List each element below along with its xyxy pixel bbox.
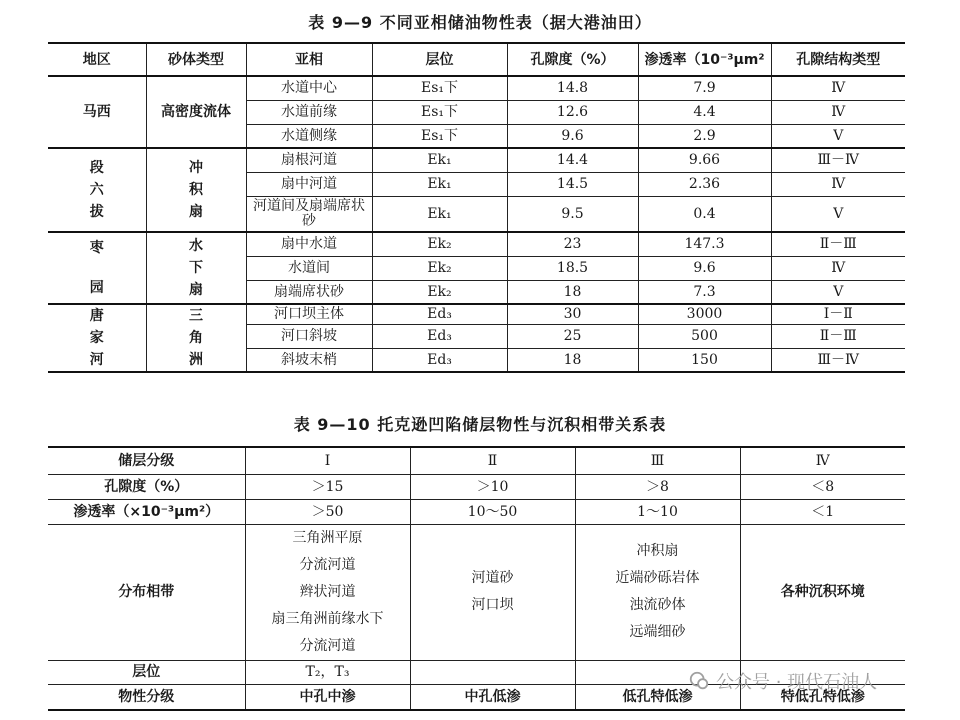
pore-structure-cell: Ⅲ－Ⅳ [771, 348, 905, 372]
region-cell [48, 232, 146, 304]
porosity-cell: 9.5 [507, 196, 638, 232]
facies-cell [245, 524, 410, 660]
facies-row [48, 524, 905, 660]
permeability-cell: 147.3 [638, 232, 771, 256]
list-item: 河口坝 [471, 597, 514, 613]
porosity-cell: 14.8 [507, 76, 638, 100]
table1 [48, 42, 905, 373]
subfacies-cell: 扇中河道 [246, 172, 372, 196]
permeability-cell: 4.4 [638, 100, 771, 124]
table-row [48, 76, 905, 100]
subfacies-cell: 水道前缘 [246, 100, 372, 124]
property-cell: 中孔中渗 [245, 684, 410, 710]
permeability-cell: 150 [638, 348, 771, 372]
header-permeability: 渗透率（10⁻³μm² [638, 43, 771, 76]
table1-title: 表 9—9 不同亚相储油物性表（据大港油田） [308, 13, 652, 32]
grade-cell: Ⅰ [245, 447, 410, 474]
layer-cell [410, 660, 575, 684]
layer-cell: Ek₁ [372, 172, 507, 196]
list-item: 三角洲平原 [292, 529, 363, 546]
subfacies-cell: 扇根河道 [246, 148, 372, 172]
vertical-text [149, 235, 244, 301]
subfacies-cell: 水道侧缘 [246, 124, 372, 148]
porosity-cell: 18 [507, 280, 638, 304]
layer-cell: Ek₁ [372, 196, 507, 232]
pore-structure-cell: Ⅰ－Ⅱ [771, 304, 905, 324]
vertical-char: 园 [89, 280, 104, 296]
region-cell [48, 148, 146, 232]
porosity-cell: 14.4 [507, 148, 638, 172]
pore-structure-cell: Ⅲ－Ⅳ [771, 148, 905, 172]
permeability-cell: 7.9 [638, 76, 771, 100]
vertical-char: 唐 [89, 308, 104, 324]
table2-title: 表 9—10 托克逊凹陷储层物性与沉积相带关系表 [293, 415, 667, 434]
header-subfacies: 亚相 [246, 43, 372, 76]
porosity-cell: ＜8 [740, 474, 905, 499]
layer-cell: Es₁下 [372, 100, 507, 124]
porosity-cell: ＞10 [410, 474, 575, 499]
vertical-text [50, 157, 144, 223]
pore-structure-cell: Ⅳ [771, 172, 905, 196]
permeability-cell: ＞50 [245, 499, 410, 524]
permeability-cell: 500 [638, 324, 771, 348]
subfacies-cell: 水道间 [246, 256, 372, 280]
facies-label: 分布相带 [48, 524, 245, 660]
property-cell: 中孔低渗 [410, 684, 575, 710]
wechat-icon [688, 670, 710, 692]
subfacies-cell: 河口坝主体 [246, 304, 372, 324]
facies-cell [740, 524, 905, 660]
layer-cell: T₂，T₃ [245, 660, 410, 684]
watermark-text: 公众号 · 现代石油人 [716, 672, 878, 693]
sand-type-cell [146, 304, 246, 372]
layer-cell: Es₁下 [372, 124, 507, 148]
property-label: 物性分级 [48, 684, 245, 710]
region-cell: 马西 [48, 76, 146, 148]
list-item: 各种沉积环境 [780, 583, 865, 600]
permeability-cell: ＜1 [740, 499, 905, 524]
watermark [688, 668, 877, 694]
list-item: 分流河道 [299, 637, 356, 654]
permeability-cell: 1～10 [575, 499, 740, 524]
permeability-cell: 7.3 [638, 280, 771, 304]
list-item: 远端细砂 [629, 624, 686, 640]
property-cell: 低孔特低渗 [575, 684, 740, 710]
header-pore-structure: 孔隙结构类型 [771, 43, 905, 76]
subfacies-cell: 扇端席状砂 [246, 280, 372, 304]
layer-cell: Ed₃ [372, 348, 507, 372]
vertical-char: 洲 [189, 352, 203, 368]
porosity-label: 孔隙度（%） [48, 474, 245, 499]
porosity-cell: 23 [507, 232, 638, 256]
table-row [48, 304, 905, 324]
porosity-cell: 30 [507, 304, 638, 324]
vertical-char: 角 [189, 330, 203, 346]
subfacies-cell: 扇中水道 [246, 232, 372, 256]
sand-type-cell: 高密度流体 [146, 76, 246, 148]
pore-structure-cell: Ⅴ [771, 280, 905, 304]
pore-structure-cell: Ⅱ－Ⅲ [771, 232, 905, 256]
table-row [48, 148, 905, 172]
layer-label: 层位 [48, 660, 245, 684]
vertical-text [50, 237, 144, 299]
porosity-cell: 18.5 [507, 256, 638, 280]
vertical-char: 枣 [89, 240, 104, 256]
property-cell: 特低孔特低渗 [740, 684, 905, 710]
permeability-cell: 0.4 [638, 196, 771, 232]
layer-cell: Ed₃ [372, 324, 507, 348]
pore-structure-cell: Ⅱ－Ⅲ [771, 324, 905, 348]
header-region: 地区 [48, 43, 146, 76]
permeability-cell: 10～50 [410, 499, 575, 524]
vertical-text [149, 157, 244, 223]
permeability-cell: 9.66 [638, 148, 771, 172]
grade-cell: Ⅲ [575, 447, 740, 474]
pore-structure-cell: Ⅳ [771, 256, 905, 280]
porosity-cell: ＞8 [575, 474, 740, 499]
porosity-cell: 12.6 [507, 100, 638, 124]
layer-cell: Ek₂ [372, 280, 507, 304]
vertical-char: 家 [89, 330, 104, 346]
pore-structure-cell: Ⅴ [771, 124, 905, 148]
vertical-char: 三 [189, 308, 203, 324]
grades-row [48, 447, 905, 474]
region-cell [48, 304, 146, 372]
layer-cell: Ek₂ [372, 256, 507, 280]
permeability-row [48, 499, 905, 524]
permeability-label: 渗透率（×10⁻³μm²） [48, 499, 245, 524]
porosity-cell: 9.6 [507, 124, 638, 148]
list-item: 浊流砂体 [629, 597, 686, 613]
vertical-char: 拔 [89, 204, 104, 220]
permeability-cell: 9.6 [638, 256, 771, 280]
permeability-cell: 2.9 [638, 124, 771, 148]
list-item: 冲积扇 [636, 543, 679, 559]
pore-structure-cell: Ⅳ [771, 100, 905, 124]
sand-type-cell [146, 148, 246, 232]
pore-structure-cell: Ⅴ [771, 196, 905, 232]
list-item: 河道砂 [471, 570, 514, 586]
vertical-char: 扇 [189, 204, 203, 220]
vertical-char: 下 [189, 260, 203, 276]
layer-cell: Ek₁ [372, 148, 507, 172]
porosity-row [48, 474, 905, 499]
header-sand-type: 砂体类型 [146, 43, 246, 76]
porosity-cell: 18 [507, 348, 638, 372]
grades-label: 储层分级 [48, 447, 245, 474]
porosity-cell: 14.5 [507, 172, 638, 196]
vertical-text [149, 305, 244, 371]
header-layer: 层位 [372, 43, 507, 76]
facies-cell [575, 524, 740, 660]
layer-cell: Ed₃ [372, 304, 507, 324]
table1-header-row [48, 43, 905, 76]
list-item: 近端砂砾岩体 [615, 570, 700, 586]
porosity-cell: ＞15 [245, 474, 410, 499]
list-item: 分流河道 [299, 556, 356, 573]
porosity-cell: 25 [507, 324, 638, 348]
header-porosity: 孔隙度（%） [507, 43, 638, 76]
layer-cell: Ek₂ [372, 232, 507, 256]
subfacies-cell: 斜坡末梢 [246, 348, 372, 372]
vertical-char: 冲 [189, 160, 203, 176]
grade-cell: Ⅳ [740, 447, 905, 474]
list-item: 扇三角洲前缘水下 [271, 610, 384, 627]
subfacies-cell: 水道中心 [246, 76, 372, 100]
vertical-char: 积 [189, 182, 203, 198]
grade-cell: Ⅱ [410, 447, 575, 474]
vertical-char: 水 [189, 238, 203, 254]
facies-cell [410, 524, 575, 660]
sand-type-cell [146, 232, 246, 304]
vertical-char: 六 [89, 182, 104, 198]
layer-cell: Es₁下 [372, 76, 507, 100]
pore-structure-cell: Ⅳ [771, 76, 905, 100]
subfacies-cell: 河道间及扇端席状砂 [246, 196, 372, 232]
vertical-text [50, 305, 144, 371]
vertical-char: 段 [89, 160, 104, 176]
vertical-char: 河 [89, 352, 104, 368]
list-item: 辫状河道 [299, 583, 356, 600]
subfacies-cell: 河口斜坡 [246, 324, 372, 348]
permeability-cell: 3000 [638, 304, 771, 324]
permeability-cell: 2.36 [638, 172, 771, 196]
vertical-char: 扇 [189, 282, 203, 298]
table-row [48, 232, 905, 256]
